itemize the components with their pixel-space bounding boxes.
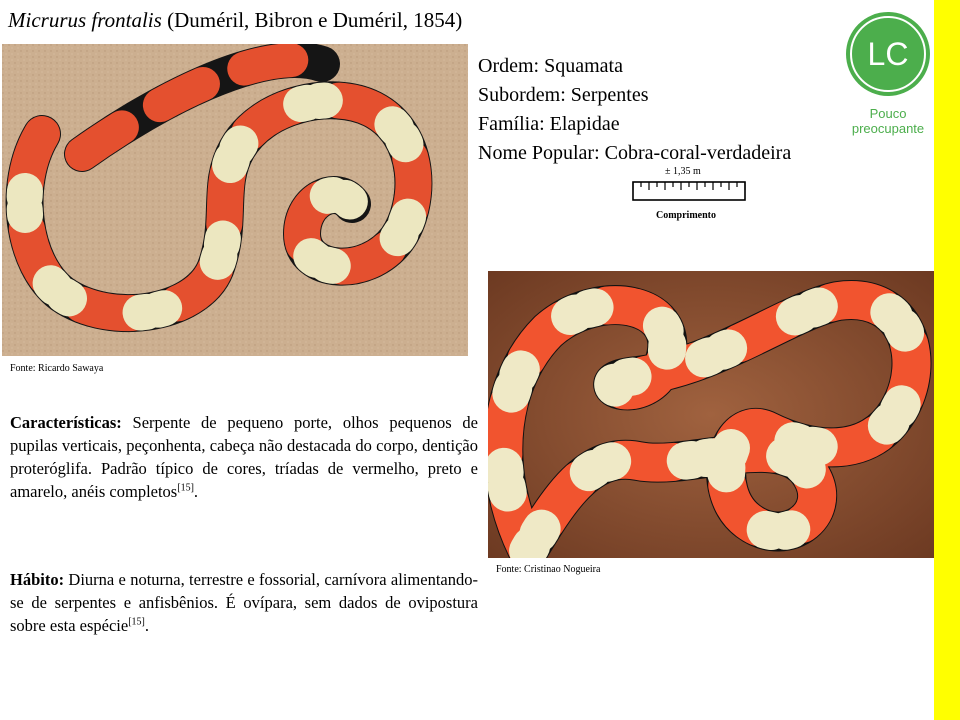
characteristics-paragraph xyxy=(10,411,478,503)
photo-1-caption: Fonte: Ricardo Sawaya xyxy=(10,363,104,374)
snake-photo-1 xyxy=(2,44,468,356)
status-label-line-1: Pouco xyxy=(869,106,907,121)
status-label-line-2: preocupante xyxy=(851,121,925,136)
habit-heading: Hábito: xyxy=(10,570,65,589)
characteristics-end: . xyxy=(193,482,199,501)
habit-text: Diurna e noturna, terrestre e fossorial, carnívora alimentando-se de serpentes e anfisbênios. É ovípara, sem dados de ovipostura sobre esta espécie xyxy=(10,570,478,635)
size-scale xyxy=(632,166,752,226)
ruler-icon xyxy=(632,180,748,204)
snake-photo-2 xyxy=(488,271,934,558)
taxonomy-ordem: Ordem: Squamata xyxy=(478,55,623,77)
species-authority: (Duméril, Bibron e Duméril, 1854) xyxy=(161,8,463,32)
scale-label: Comprimento xyxy=(656,210,716,221)
taxonomy-nome-popular: Nome Popular: Cobra-coral-verdadeira xyxy=(478,142,792,164)
page-title xyxy=(8,8,462,33)
characteristics-reference: [15] xyxy=(177,482,194,494)
taxonomy-familia: Família: Elapidae xyxy=(478,113,620,135)
habit-end: . xyxy=(144,616,149,635)
habit-reference: [15] xyxy=(128,616,145,628)
lc-icon: LC xyxy=(846,12,930,96)
characteristics-heading: Características: xyxy=(10,413,122,432)
characteristics-text: Serpente de pequeno porte, olhos pequenos de pupilas verticais, peçonhenta, cabeça não destacada do corpo, dentição proteróglifa. Padrão típico de cores, tríadas de vermelho, preto e amarelo, anéis completos xyxy=(10,413,478,501)
conservation-status-badge xyxy=(840,10,936,144)
taxonomy-subordem: Subordem: Serpentes xyxy=(478,84,649,106)
photo-2-caption: Fonte: Cristinao Nogueira xyxy=(496,564,601,575)
habit-paragraph xyxy=(10,568,478,637)
status-label xyxy=(840,106,936,136)
taxonomy-block xyxy=(478,52,791,168)
accent-side-bar xyxy=(934,0,960,720)
species-name: Micrurus frontalis xyxy=(8,8,162,32)
scale-value: ± 1,35 m xyxy=(665,166,701,177)
